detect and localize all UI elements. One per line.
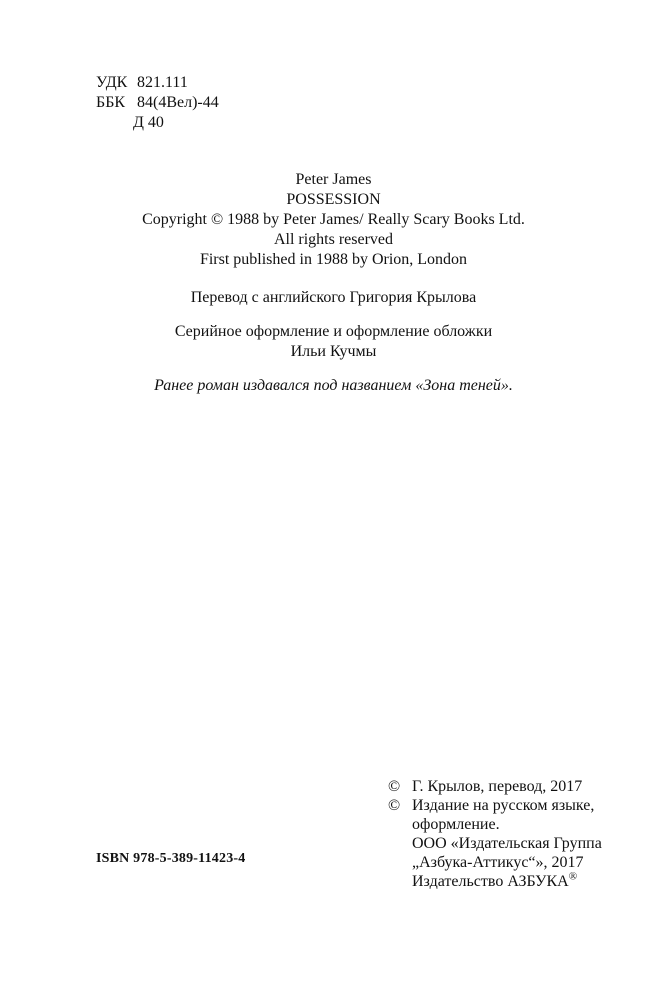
copyright-symbol: © — [388, 778, 401, 795]
classification-block — [96, 73, 219, 133]
bbk-row — [96, 93, 219, 113]
isbn: ISBN 978-5-389-11423-4 — [96, 851, 246, 866]
credits-block — [0, 170, 667, 396]
rights-line: All rights reserved — [273, 231, 394, 248]
author-mark: Д 40 — [133, 114, 164, 131]
udk-label: УДК — [96, 74, 128, 91]
publisher-line — [412, 872, 658, 891]
edition-copyright — [388, 796, 658, 891]
design-credit-line-1: Серийное оформление и оформление обложки — [174, 323, 493, 340]
previous-title-note: Ранее роман издавался под названием «Зона теней». — [154, 377, 513, 394]
edition-copyright-line: ООО «Издательская Группа — [412, 835, 602, 852]
author-name: Peter James — [295, 171, 372, 188]
bbk-label: ББК — [96, 94, 126, 111]
translation-credit: Перевод с английского Григория Крылова — [190, 289, 477, 306]
publisher-name: Издательство АЗБУКА — [412, 873, 569, 890]
udk-value: 821.111 — [137, 74, 188, 91]
copyright-line: Copyright © 1988 by Peter James/ Really Scary Books Ltd. — [142, 211, 525, 228]
edition-copyright-line: „Азбука-Аттикус“», 2017 — [412, 854, 584, 871]
edition-copyright-line: Издание на русском языке, — [412, 797, 595, 814]
translation-copyright — [388, 777, 658, 796]
design-credit-line-2: Ильи Кучмы — [290, 343, 377, 360]
copyright-symbol: © — [388, 797, 401, 814]
original-title: POSSESSION — [286, 191, 381, 208]
bbk-value: 84(4Вел)-44 — [137, 94, 219, 111]
edition-copyright-line: оформление. — [412, 816, 500, 833]
first-published-line: First published in 1988 by Orion, London — [199, 251, 468, 268]
translation-copyright-text: Г. Крылов, перевод, 2017 — [412, 778, 583, 795]
udk-row — [96, 73, 219, 93]
registered-mark: ® — [568, 870, 578, 883]
copyright-block — [388, 777, 658, 891]
